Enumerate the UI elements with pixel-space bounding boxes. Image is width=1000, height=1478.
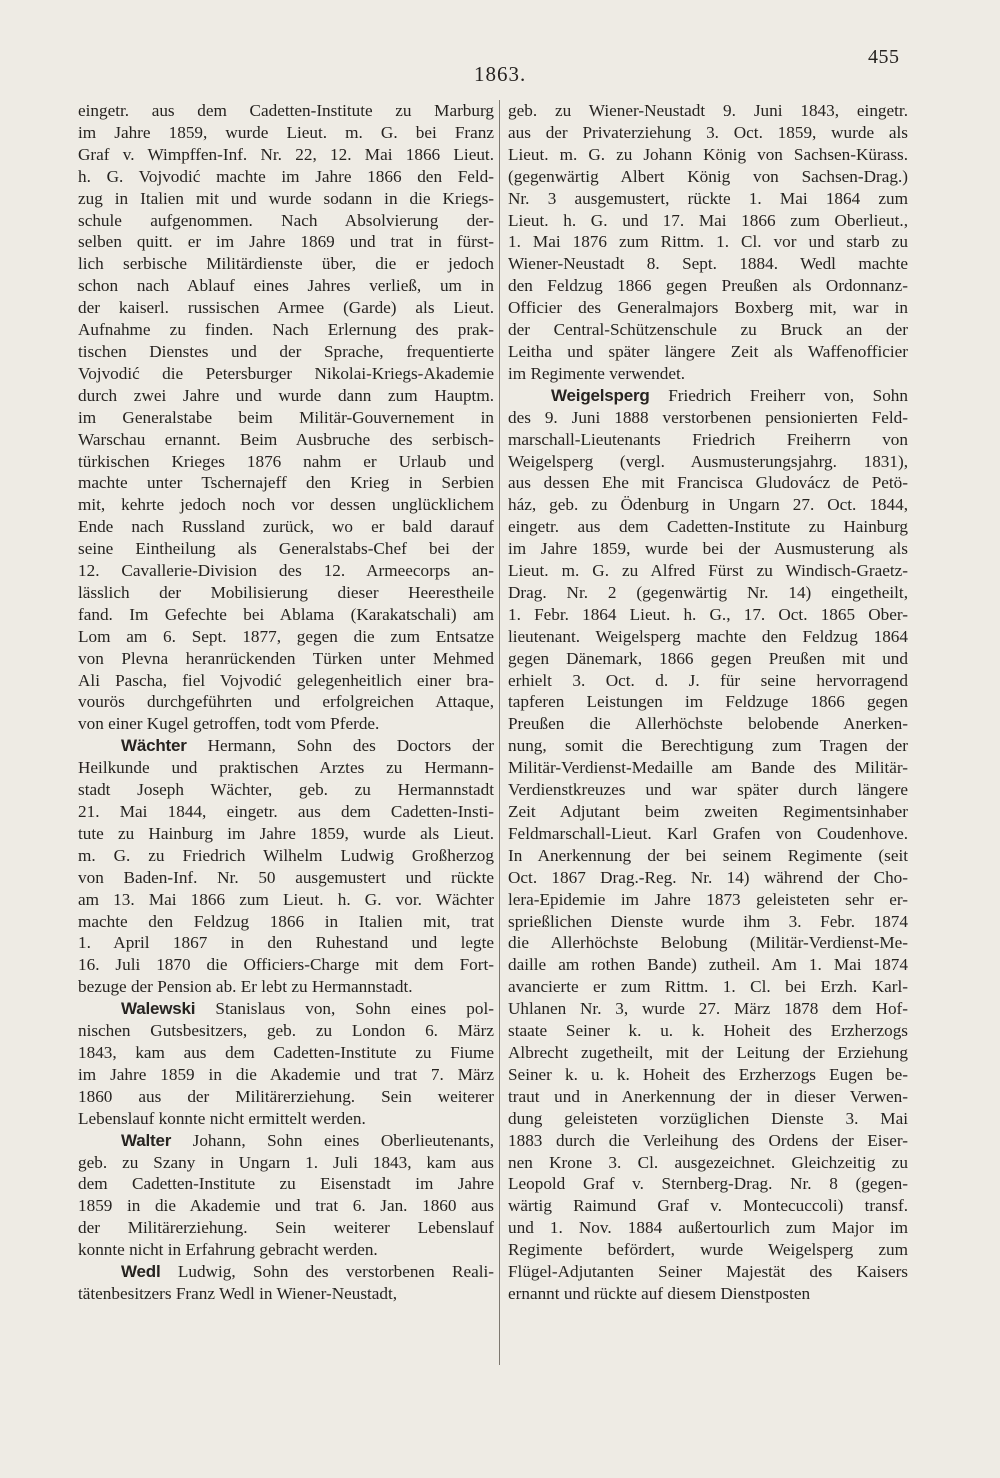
- line-text: 1860 aus der Militärerziehung. Sein weiterer: [78, 1086, 494, 1106]
- text-line: [508, 166, 908, 188]
- text-line: [78, 1261, 494, 1283]
- text-line: [508, 889, 908, 911]
- text-line: [78, 231, 494, 253]
- line-text: 1. Febr. 1864 Lieut. h. G., 17. Oct. 1865 Ober-: [508, 604, 908, 624]
- text-line: [508, 1108, 908, 1130]
- line-text: von Baden-Inf. Nr. 50 ausgemustert und rückte: [78, 867, 494, 887]
- text-line: [508, 1130, 908, 1152]
- line-text: tute zu Hainburg im Jahre 1859, wurde als Lieut.: [78, 823, 494, 843]
- line-text: lera-Epidemie im Jahre 1873 geleisteten sehr er-: [508, 889, 908, 909]
- text-line: [508, 691, 908, 713]
- running-head-year: 1863.: [474, 62, 527, 86]
- line-text: Verdienstkreuzes und war später durch längere: [508, 780, 908, 800]
- line-text: sprießlichen Dienste wurde ihm 3. Febr. 1874: [508, 911, 908, 931]
- text-line: [78, 1173, 494, 1195]
- line-text: im Generalstabe beim Militär-Gouvernement in: [78, 407, 494, 427]
- line-text: traut und in Anerkennung der in dieser Verwen-: [508, 1086, 908, 1106]
- line-text: vourös durchgeführten und erfolgreichen Attaque,: [78, 692, 494, 712]
- text-line: [508, 210, 908, 232]
- line-text: (gegenwärtig Albert König von Sachsen-Drag.): [508, 166, 908, 186]
- line-text: tischen Dienstes und der Sprache, frequentierte: [78, 341, 494, 361]
- line-text: Aufnahme zu finden. Nach Erlernung des prak-: [78, 320, 494, 340]
- line-text: die Allerhöchste Belobung (Militär-Verdienst-Me-: [508, 933, 908, 953]
- text-line: [508, 494, 908, 516]
- line-text: der Militärerziehung. Sein weiterer Lebenslauf: [78, 1218, 494, 1238]
- text-line: [508, 801, 908, 823]
- line-text: Ludwig, Sohn des verstorbenen Reali-: [160, 1262, 494, 1282]
- text-line: [508, 319, 908, 341]
- text-line: [78, 735, 494, 757]
- line-text: von Plevna heranrückenden Türken unter Mehmed: [78, 648, 494, 668]
- line-text: nung, somit die Berechtigung zum Tragen der: [508, 736, 908, 756]
- line-text: 1843, kam aus dem Cadetten-Institute zu Fiume: [78, 1042, 494, 1062]
- line-text: des 9. Juni 1888 verstorbenen pensionierten Feld-: [508, 407, 908, 427]
- line-text: Nr. 3 ausgemustert, rückte 1. Mai 1864 zum: [508, 188, 908, 208]
- line-text: zug in Italien mit und wurde sodann in die Kriegs-: [78, 188, 494, 208]
- line-text: Zeit Adjutant beim zweiten Regimentsinhaber: [508, 802, 908, 821]
- text-line: [78, 779, 494, 801]
- line-text: daille am rothen Bande) zutheil. Am 1. Mai 1874: [508, 955, 908, 975]
- line-text: ház, geb. zu Ödenburg in Ungarn 27. Oct. 1844,: [508, 495, 908, 515]
- line-text: Seiner k. u. k. Hoheit des Erzherzogs Eugen be-: [508, 1064, 908, 1084]
- text-line: [78, 1020, 494, 1042]
- text-line: [78, 429, 494, 451]
- line-text: Stanislaus von, Sohn eines pol-: [195, 999, 494, 1019]
- line-text: türkischen Krieges 1876 nahm er Urlaub und: [78, 451, 494, 471]
- line-text: am 13. Mai 1866 zum Lieut. h. G. vor. Wächter: [78, 889, 494, 909]
- text-line: [508, 560, 908, 582]
- text-line: [508, 757, 908, 779]
- text-line: [78, 122, 494, 144]
- line-text: und 1. Nov. 1884 außertourlich zum Major im: [508, 1218, 908, 1238]
- text-line: [78, 911, 494, 933]
- text-line: [508, 122, 908, 144]
- text-line: [78, 275, 494, 297]
- text-line: [78, 670, 494, 692]
- text-line: [78, 319, 494, 341]
- text-line: [508, 1283, 908, 1305]
- line-text: gegen Dänemark, 1866 gegen Preußen mit und: [508, 648, 908, 668]
- line-text: Lebenslauf konnte nicht ermittelt werden.: [78, 1108, 366, 1128]
- text-line: [508, 231, 908, 253]
- line-text: den Feldzug 1866 gegen Preußen als Ordonnanz-: [508, 276, 908, 296]
- text-line: [78, 713, 494, 735]
- text-line: [78, 560, 494, 582]
- text-line: [508, 429, 908, 451]
- text-line: [78, 472, 494, 494]
- text-line: [508, 823, 908, 845]
- line-text: aus dessen Ehe mit Francisca Gludovácz de Petö-: [508, 473, 908, 493]
- line-text: im Jahre 1859 in die Akademie und trat 7. März: [78, 1064, 494, 1084]
- text-line: [78, 494, 494, 516]
- text-line: [508, 1261, 908, 1283]
- text-line: [508, 100, 908, 122]
- text-line: [508, 932, 908, 954]
- text-line: [508, 1086, 908, 1108]
- text-line: [508, 538, 908, 560]
- line-text: selben quitt. er im Jahre 1869 und trat in fürst-: [78, 232, 494, 252]
- line-text: 12. Cavallerie-Division des 12. Armeecorps an-: [78, 561, 494, 581]
- page-header: [0, 0, 1000, 90]
- text-line: [508, 407, 908, 429]
- text-line: [508, 188, 908, 210]
- text-line: [508, 451, 908, 473]
- line-text: avancierte er zum Rittm. 1. Cl. bei Erzh. Karl-: [508, 977, 908, 997]
- text-line: [78, 407, 494, 429]
- text-line: [508, 670, 908, 692]
- line-text: geb. zu Wiener-Neustadt 9. Juni 1843, eingetr.: [508, 101, 908, 120]
- text-line: [78, 1086, 494, 1108]
- line-text: 21. Mai 1844, eingetr. aus dem Cadetten-Insti-: [78, 802, 494, 821]
- text-line: [78, 801, 494, 823]
- line-text: Preußen die Allerhöchste belobende Anerken-: [508, 714, 908, 734]
- text-line: [78, 1239, 494, 1261]
- line-text: machte unter Tschernajeff den Krieg in Serbien: [78, 473, 494, 493]
- line-text: Leopold Graf v. Sternberg-Drag. Nr. 8 (gegen-: [508, 1174, 908, 1194]
- text-line: [78, 1064, 494, 1086]
- text-line: [508, 626, 908, 648]
- text-line: [78, 297, 494, 319]
- line-text: machte den Feldzug 1866 in Italien mit, trat: [78, 911, 494, 931]
- line-text: In Anerkennung der bei seinem Regimente (seit: [508, 845, 908, 865]
- line-text: erhielt 3. Oct. d. J. für seine hervorragend: [508, 670, 908, 690]
- text-line: [78, 210, 494, 232]
- text-line: [78, 100, 494, 122]
- line-text: Heilkunde und praktischen Arztes zu Hermann-: [78, 758, 494, 778]
- text-line: [508, 735, 908, 757]
- text-line: [78, 889, 494, 911]
- line-text: im Jahre 1859, wurde Lieut. m. G. bei Franz: [78, 122, 494, 142]
- line-text: Militär-Verdienst-Medaille am Bande des Militär-: [508, 758, 908, 778]
- line-text: Weigelsperg (vergl. Ausmusterungsjahrg. 1831),: [508, 451, 908, 471]
- line-text: Vojvodić die Petersburger Nikolai-Kriegs-Akademie: [78, 363, 494, 383]
- text-line: [78, 691, 494, 713]
- line-text: Albrecht zugetheilt, mit der Leitung der Erziehung: [508, 1042, 908, 1062]
- line-text: Lieut. h. G. und 17. Mai 1866 zum Oberlieut.,: [508, 210, 908, 230]
- line-text: lässlich der Mobilisierung dieser Heerestheile: [78, 582, 494, 602]
- text-line: [78, 144, 494, 166]
- left-text-column: [78, 100, 494, 1305]
- line-text: 1. Mai 1876 zum Rittm. 1. Cl. vor und starb zu: [508, 232, 908, 252]
- line-text: tapferen Leistungen im Feldzuge 1866 gegen: [508, 692, 908, 712]
- line-text: ernannt und rückte auf diesem Dienstposten: [508, 1283, 811, 1303]
- text-line: [508, 385, 908, 407]
- line-text: nischen Gutsbesitzers, geb. zu London 6. März: [78, 1021, 494, 1041]
- line-text: Officier des Generalmajors Boxberg mit, war in: [508, 298, 908, 318]
- text-line: [508, 911, 908, 933]
- line-text: dung geleisteten vorzüglichen Dienste 3. Mai: [508, 1108, 908, 1128]
- text-line: [78, 538, 494, 560]
- right-text-column: [508, 100, 908, 1305]
- line-text: dem Cadetten-Institute zu Eisenstadt im Jahre: [78, 1174, 494, 1194]
- entry-name: Weigelsperg: [551, 385, 650, 405]
- line-text: wärtig Raimund Graf v. Montecuccoli) transf.: [508, 1196, 908, 1216]
- text-line: [508, 1152, 908, 1174]
- line-text: staate Seiner k. u. k. Hoheit des Erzherzogs: [508, 1021, 908, 1041]
- line-text: Lieut. m. G. zu Johann König von Sachsen-Kürass.: [508, 144, 908, 164]
- text-line: [508, 582, 908, 604]
- line-text: Drag. Nr. 2 (gegenwärtig Nr. 14) eingetheilt,: [508, 582, 908, 602]
- line-text: Hermann, Sohn des Doctors der: [186, 736, 494, 756]
- text-line: [78, 1130, 494, 1152]
- text-line: [508, 1020, 908, 1042]
- text-line: [78, 998, 494, 1020]
- text-line: [78, 648, 494, 670]
- text-line: [78, 166, 494, 188]
- line-text: Leitha und später längere Zeit als Waffenofficier: [508, 341, 908, 361]
- line-text: Ali Pascha, fiel Vojvodić gelegenheitlich einer bra-: [78, 670, 494, 690]
- text-line: [508, 1173, 908, 1195]
- text-line: [78, 1108, 494, 1130]
- text-line: [78, 1283, 494, 1305]
- line-text: Friedrich Freiherr von, Sohn: [649, 385, 908, 405]
- text-line: [78, 188, 494, 210]
- line-text: 1. April 1867 in den Ruhestand und legte: [78, 933, 494, 953]
- text-line: [508, 253, 908, 275]
- entry-name: Wedl: [121, 1262, 161, 1282]
- text-line: [508, 472, 908, 494]
- column-divider: [499, 100, 500, 1365]
- line-text: mit, kehrte jedoch noch vor dessen unglücklichem: [78, 495, 494, 515]
- text-line: [508, 275, 908, 297]
- text-line: [508, 1064, 908, 1086]
- text-line: [508, 1239, 908, 1261]
- line-text: marschall-Lieutenants Friedrich Freiherrn von: [508, 429, 908, 449]
- text-line: [78, 385, 494, 407]
- text-line: [78, 757, 494, 779]
- entry-name: Wächter: [121, 736, 187, 756]
- line-text: Warschau ernannt. Beim Ausbruche des serbisch-: [78, 429, 494, 449]
- text-line: [78, 626, 494, 648]
- line-text: Regimente befördert, wurde Weigelsperg zum: [508, 1240, 908, 1260]
- line-text: Flügel-Adjutanten Seiner Majestät des Kaisers: [508, 1262, 908, 1282]
- text-line: [78, 604, 494, 626]
- line-text: Uhlanen Nr. 3, wurde 27. März 1878 dem Hof-: [508, 999, 908, 1019]
- line-text: der Central-Schützenschule zu Bruck an der: [508, 320, 908, 340]
- text-line: [508, 845, 908, 867]
- line-text: nen Krone 3. Cl. ausgezeichnet. Gleichzeitig zu: [508, 1152, 908, 1172]
- page-number: 455: [868, 46, 900, 68]
- line-text: bezuge der Pension ab. Er lebt zu Hermannstadt.: [78, 977, 413, 997]
- line-text: eingetr. aus dem Cadetten-Institute zu Marburg: [78, 101, 494, 120]
- text-line: [508, 1195, 908, 1217]
- text-line: [78, 451, 494, 473]
- text-line: [78, 867, 494, 889]
- line-text: Feldmarschall-Lieut. Karl Grafen von Coudenhove.: [508, 823, 908, 843]
- line-text: durch zwei Jahre und wurde dann zum Hauptm.: [78, 385, 494, 405]
- line-text: fand. Im Gefechte bei Ablama (Karakatschali) am: [78, 604, 494, 624]
- text-line: [508, 297, 908, 319]
- text-line: [78, 253, 494, 275]
- line-text: Graf v. Wimpffen-Inf. Nr. 22, 12. Mai 1866 Lieut.: [78, 144, 494, 164]
- line-text: Wiener-Neustadt 8. Sept. 1884. Wedl machte: [508, 254, 908, 274]
- text-line: [78, 823, 494, 845]
- text-line: [508, 604, 908, 626]
- text-line: [508, 998, 908, 1020]
- text-line: [78, 932, 494, 954]
- line-text: Johann, Sohn eines Oberlieutenants,: [171, 1130, 494, 1150]
- line-text: stadt Joseph Wächter, geb. zu Hermannstadt: [78, 780, 494, 800]
- text-line: [508, 713, 908, 735]
- text-line: [508, 648, 908, 670]
- line-text: 1859 in die Akademie und trat 6. Jan. 1860 aus: [78, 1196, 494, 1216]
- line-text: Lom am 6. Sept. 1877, gegen die zum Entsatze: [78, 626, 494, 646]
- line-text: lieutenant. Weigelsperg machte den Feldzug 1864: [508, 626, 908, 646]
- line-text: geb. zu Szany in Ungarn 1. Juli 1843, kam aus: [78, 1152, 494, 1172]
- entry-name: Walter: [121, 1130, 172, 1150]
- line-text: seine Eintheilung als Generalstabs-Chef bei der: [78, 539, 494, 559]
- text-line: [508, 341, 908, 363]
- line-text: Lieut. m. G. zu Alfred Fürst zu Windisch-Graetz-: [508, 561, 908, 581]
- text-line: [78, 582, 494, 604]
- line-text: h. G. Vojvodić machte im Jahre 1866 den Feld-: [78, 166, 494, 186]
- text-line: [508, 144, 908, 166]
- line-text: im Regimente verwendet.: [508, 363, 686, 383]
- text-line: [78, 1042, 494, 1064]
- line-text: 1883 durch die Verleihung des Ordens der Eiser-: [508, 1130, 908, 1150]
- line-text: Ende nach Russland zurück, wo er bald darauf: [78, 517, 494, 537]
- line-text: 16. Juli 1870 die Officiers-Charge mit dem Fort-: [78, 955, 494, 975]
- line-text: Oct. 1867 Drag.-Reg. Nr. 14) während der Cho-: [508, 867, 908, 887]
- text-line: [78, 1217, 494, 1239]
- line-text: m. G. zu Friedrich Wilhelm Ludwig Großherzog: [78, 845, 494, 865]
- text-line: [78, 845, 494, 867]
- text-line: [78, 1195, 494, 1217]
- line-text: eingetr. aus dem Cadetten-Institute zu Hainburg: [508, 517, 908, 537]
- text-line: [508, 779, 908, 801]
- text-line: [78, 341, 494, 363]
- line-text: schule aufgenommen. Nach Absolvierung der-: [78, 210, 494, 230]
- text-line: [78, 976, 494, 998]
- text-line: [508, 516, 908, 538]
- text-line: [508, 363, 908, 385]
- line-text: aus der Privaterziehung 3. Oct. 1859, wurde als: [508, 122, 908, 142]
- line-text: der kaiserl. russischen Armee (Garde) als Lieut.: [78, 298, 494, 318]
- line-text: konnte nicht in Erfahrung gebracht werden.: [78, 1240, 378, 1260]
- line-text: tätenbesitzers Franz Wedl in Wiener-Neustadt,: [78, 1283, 398, 1303]
- line-text: schon nach Ablauf eines Jahres verließ, um in: [78, 276, 494, 296]
- text-line: [508, 976, 908, 998]
- line-text: im Jahre 1859, wurde bei der Ausmusterung als: [508, 539, 908, 559]
- text-line: [508, 1042, 908, 1064]
- text-line: [508, 954, 908, 976]
- text-line: [78, 954, 494, 976]
- entry-name: Walewski: [121, 999, 196, 1019]
- line-text: von einer Kugel getroffen, todt vom Pferde.: [78, 714, 380, 734]
- text-line: [78, 516, 494, 538]
- text-line: [78, 363, 494, 385]
- text-line: [78, 1152, 494, 1174]
- text-line: [508, 1217, 908, 1239]
- line-text: lich serbische Militärdienste über, die er jedoch: [78, 254, 494, 274]
- text-line: [508, 867, 908, 889]
